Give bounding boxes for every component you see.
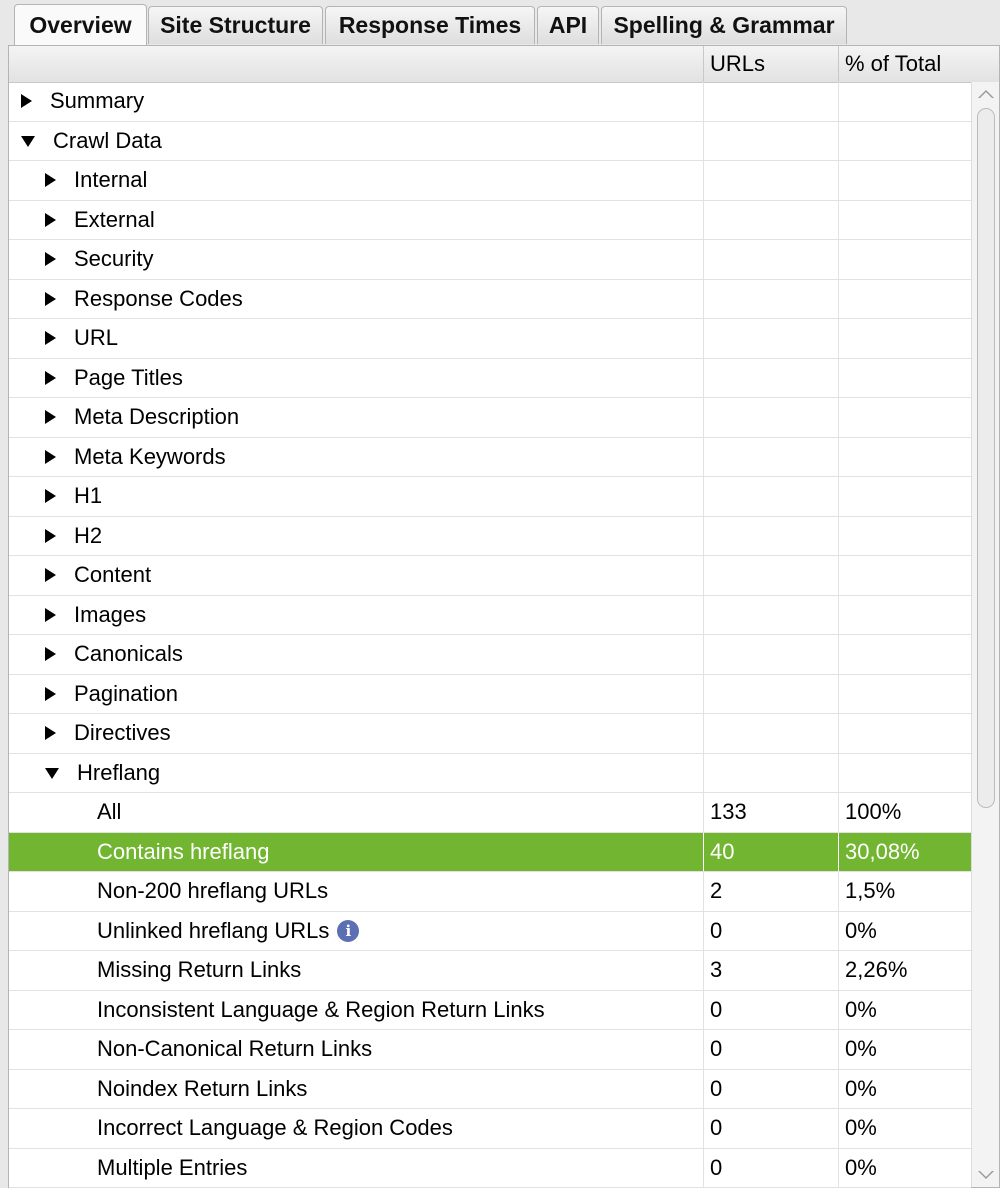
percent-cell	[838, 596, 971, 635]
row-name-cell	[97, 912, 359, 951]
urls-cell	[703, 635, 838, 674]
urls-cell: 0	[703, 991, 838, 1030]
tab-site-structure[interactable]: Site Structure	[148, 6, 323, 44]
tree-node-row[interactable]	[9, 280, 971, 320]
urls-cell	[703, 438, 838, 477]
collapsed-triangle-icon[interactable]	[45, 687, 56, 701]
percent-cell: 30,08%	[838, 833, 971, 872]
percent-cell	[838, 438, 971, 477]
urls-cell	[703, 754, 838, 793]
row-name-cell	[45, 596, 146, 635]
urls-cell	[703, 675, 838, 714]
row-label: Contains hreflang	[97, 838, 270, 864]
row-name-cell	[45, 359, 183, 398]
percent-cell	[838, 714, 971, 753]
urls-cell	[703, 596, 838, 635]
tree-node-row[interactable]	[9, 438, 971, 478]
percent-cell: 100%	[838, 793, 971, 832]
row-label: Hreflang	[77, 759, 161, 785]
collapsed-triangle-icon[interactable]	[21, 94, 32, 108]
row-label: Non-Canonical Return Links	[97, 1036, 373, 1062]
percent-cell: 0%	[838, 991, 971, 1030]
tree-node-row[interactable]	[9, 477, 971, 517]
row-label: Directives	[74, 720, 171, 746]
table-row[interactable]	[9, 833, 971, 873]
collapsed-triangle-icon[interactable]	[45, 568, 56, 582]
percent-cell	[838, 201, 971, 240]
percent-cell	[838, 319, 971, 358]
row-label: Images	[74, 601, 147, 627]
urls-cell	[703, 714, 838, 753]
info-icon[interactable]: i	[337, 920, 359, 942]
collapsed-triangle-icon[interactable]	[45, 173, 56, 187]
table-header	[9, 46, 999, 83]
percent-cell: 0%	[838, 1030, 971, 1069]
urls-cell: 0	[703, 912, 838, 951]
row-label: Meta Keywords	[74, 443, 226, 469]
row-label: Summary	[50, 88, 145, 114]
table-row[interactable]	[9, 872, 971, 912]
row-label: All	[97, 799, 122, 825]
urls-cell: 0	[703, 1070, 838, 1109]
row-label: Response Codes	[74, 285, 243, 311]
row-label: External	[74, 206, 155, 232]
tab-api[interactable]: API	[537, 6, 599, 44]
row-name-cell	[97, 1030, 372, 1069]
tree-node-row[interactable]	[9, 398, 971, 438]
row-name-cell	[45, 635, 183, 674]
row-label: Page Titles	[74, 364, 183, 390]
row-name-cell	[45, 438, 226, 477]
expanded-triangle-icon[interactable]	[45, 768, 59, 779]
urls-cell	[703, 280, 838, 319]
row-label: Unlinked hreflang URLs	[97, 917, 330, 943]
row-label: Pagination	[74, 680, 178, 706]
collapsed-triangle-icon[interactable]	[45, 213, 56, 227]
row-label: Meta Description	[74, 404, 240, 430]
percent-cell	[838, 635, 971, 674]
collapsed-triangle-icon[interactable]	[45, 252, 56, 266]
table-row[interactable]	[9, 1149, 971, 1188]
tree-node-row[interactable]	[9, 675, 971, 715]
urls-cell	[703, 398, 838, 437]
row-name-cell	[45, 714, 171, 753]
collapsed-triangle-icon[interactable]	[45, 410, 56, 424]
tree-node-row[interactable]	[9, 596, 971, 636]
row-label: Noindex Return Links	[97, 1075, 308, 1101]
table-row[interactable]	[9, 951, 971, 991]
tree-node-row[interactable]	[9, 122, 971, 162]
percent-cell	[838, 517, 971, 556]
row-name-cell	[97, 1149, 247, 1188]
percent-cell	[838, 122, 971, 161]
column-header-urls[interactable]: URLs	[703, 46, 838, 82]
row-name-cell	[45, 556, 151, 595]
collapsed-triangle-icon[interactable]	[45, 331, 56, 345]
scroll-thumb[interactable]	[977, 108, 995, 808]
row-label: Inconsistent Language & Region Return Links	[97, 996, 545, 1022]
tab-response-times[interactable]: Response Times	[325, 6, 535, 44]
urls-cell	[703, 240, 838, 279]
collapsed-triangle-icon[interactable]	[45, 371, 56, 385]
urls-cell: 3	[703, 951, 838, 990]
collapsed-triangle-icon[interactable]	[45, 647, 56, 661]
table-row[interactable]	[9, 912, 971, 952]
row-name-cell	[97, 1109, 453, 1148]
urls-cell: 40	[703, 833, 838, 872]
row-label: Internal	[74, 167, 148, 193]
collapsed-triangle-icon[interactable]	[45, 608, 56, 622]
row-name-cell	[45, 240, 153, 279]
overview-panel	[8, 45, 1000, 1188]
percent-cell	[838, 675, 971, 714]
tree-node-row[interactable]	[9, 635, 971, 675]
column-header-percent[interactable]: % of Total	[838, 46, 971, 82]
row-label: H1	[74, 483, 103, 509]
row-name-cell	[21, 122, 162, 161]
table-row[interactable]	[9, 1030, 971, 1070]
tree-node-row[interactable]	[9, 161, 971, 201]
row-name-cell	[45, 517, 102, 556]
collapsed-triangle-icon[interactable]	[45, 529, 56, 543]
urls-cell: 133	[703, 793, 838, 832]
percent-cell: 2,26%	[838, 951, 971, 990]
row-label: Missing Return Links	[97, 957, 302, 983]
percent-cell	[838, 556, 971, 595]
row-name-cell	[97, 1070, 307, 1109]
urls-cell: 0	[703, 1109, 838, 1148]
urls-cell	[703, 517, 838, 556]
percent-cell	[838, 359, 971, 398]
row-name-cell	[45, 398, 239, 437]
row-name-cell	[45, 319, 118, 358]
tree-node-row[interactable]	[9, 556, 971, 596]
collapsed-triangle-icon[interactable]	[45, 726, 56, 740]
scroll-down-icon[interactable]	[978, 1171, 994, 1179]
collapsed-triangle-icon[interactable]	[45, 292, 56, 306]
row-name-cell	[45, 675, 178, 714]
tree-node-row[interactable]	[9, 754, 971, 794]
row-name-cell	[97, 951, 301, 990]
row-name-cell	[45, 161, 147, 200]
urls-cell: 2	[703, 872, 838, 911]
urls-cell	[703, 359, 838, 398]
row-label: Non-200 hreflang URLs	[97, 878, 329, 904]
percent-cell: 0%	[838, 912, 971, 951]
urls-cell	[703, 477, 838, 516]
percent-cell	[838, 477, 971, 516]
tree-node-row[interactable]	[9, 714, 971, 754]
vertical-scrollbar[interactable]	[971, 82, 999, 1187]
percent-cell: 1,5%	[838, 872, 971, 911]
row-label: Canonicals	[74, 641, 183, 667]
tab-spelling-grammar[interactable]: Spelling & Grammar	[601, 6, 847, 44]
row-name-cell	[21, 82, 144, 121]
tree-node-row[interactable]	[9, 319, 971, 359]
tree-node-row[interactable]	[9, 201, 971, 241]
row-label: Multiple Entries	[97, 1154, 248, 1180]
collapsed-triangle-icon[interactable]	[45, 489, 56, 503]
row-name-cell	[97, 833, 269, 872]
urls-cell	[703, 122, 838, 161]
collapsed-triangle-icon[interactable]	[45, 450, 56, 464]
percent-cell: 0%	[838, 1149, 971, 1188]
tab-bar	[0, 0, 1000, 46]
urls-cell	[703, 556, 838, 595]
percent-cell	[838, 161, 971, 200]
urls-cell	[703, 201, 838, 240]
row-label: Content	[74, 562, 152, 588]
urls-cell	[703, 161, 838, 200]
percent-cell	[838, 240, 971, 279]
row-label: Incorrect Language & Region Codes	[97, 1115, 453, 1141]
tree-node-row[interactable]	[9, 240, 971, 280]
tree-node-row[interactable]	[9, 359, 971, 399]
percent-cell	[838, 82, 971, 121]
row-name-cell	[45, 201, 155, 240]
row-name-cell	[97, 991, 545, 1030]
row-name-cell	[97, 872, 328, 911]
percent-cell	[838, 754, 971, 793]
percent-cell: 0%	[838, 1109, 971, 1148]
table-row[interactable]	[9, 1070, 971, 1110]
percent-cell	[838, 398, 971, 437]
urls-cell: 0	[703, 1030, 838, 1069]
row-name-cell	[45, 477, 102, 516]
tree-table	[9, 82, 971, 1188]
urls-cell	[703, 319, 838, 358]
tree-node-row[interactable]	[9, 517, 971, 557]
percent-cell	[838, 280, 971, 319]
table-row[interactable]	[9, 991, 971, 1031]
row-name-cell	[45, 754, 160, 793]
row-label: H2	[74, 522, 103, 548]
row-label: URL	[74, 325, 119, 351]
table-row[interactable]	[9, 793, 971, 833]
tree-node-row[interactable]	[9, 82, 971, 122]
percent-cell: 0%	[838, 1070, 971, 1109]
row-label: Crawl Data	[53, 127, 162, 153]
scroll-up-icon[interactable]	[978, 90, 994, 98]
row-name-cell	[97, 793, 121, 832]
row-name-cell	[45, 280, 243, 319]
table-row[interactable]	[9, 1109, 971, 1149]
urls-cell: 0	[703, 1149, 838, 1188]
urls-cell	[703, 82, 838, 121]
row-label: Security	[74, 246, 154, 272]
tab-overview[interactable]: Overview	[14, 4, 147, 46]
expanded-triangle-icon[interactable]	[21, 136, 35, 147]
